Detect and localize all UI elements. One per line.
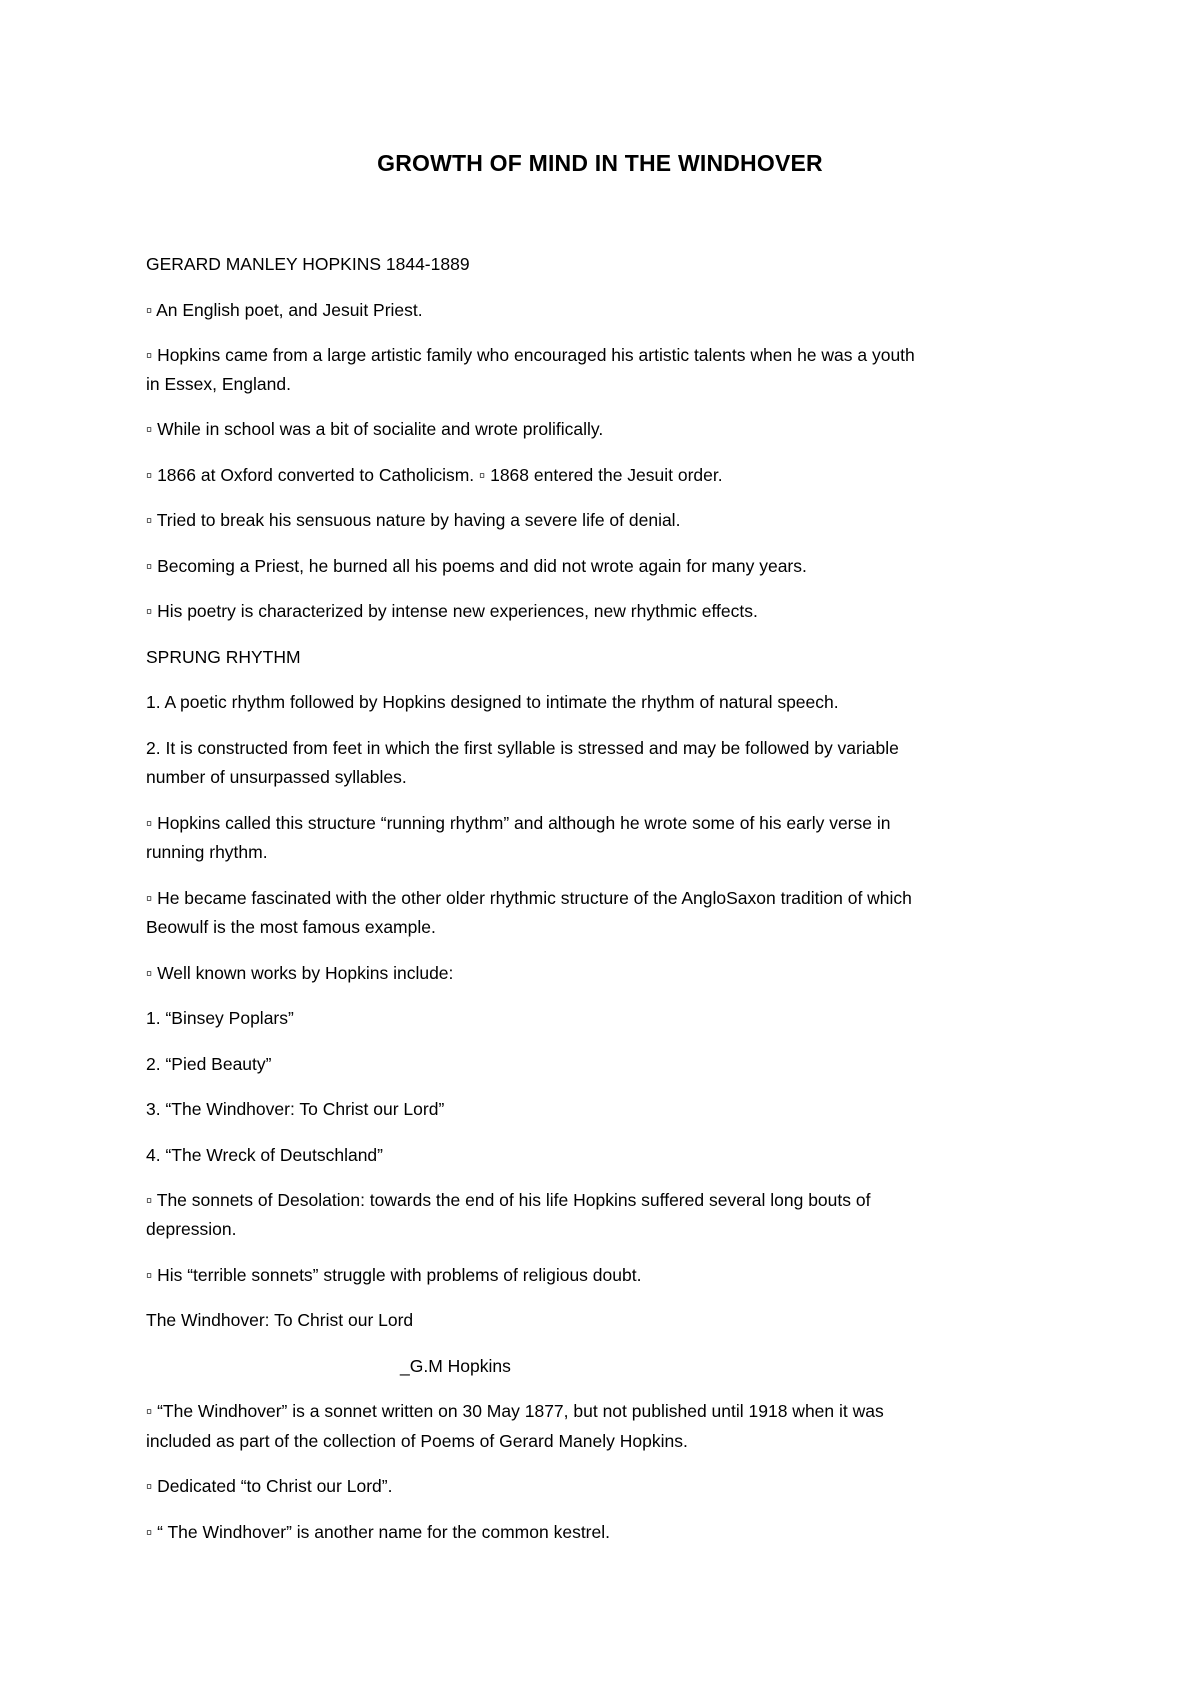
desolation-line-1-cont: depression.: [146, 1219, 237, 1239]
document-title: GROWTH OF MIND IN THE WINDHOVER: [377, 150, 823, 176]
windhover-line-3: ▫ “ The Windhover” is another name for the common kestrel.: [146, 1522, 610, 1542]
bio-line-7: ▫ His poetry is characterized by intense new experiences, new rhythmic effects.: [146, 601, 758, 621]
poem-title: The Windhover: To Christ our Lord: [146, 1310, 414, 1330]
sprung-line-3: ▫ Hopkins called this structure “running rhythm” and although he wrote some of his early verse in: [146, 813, 891, 833]
sprung-heading: SPRUNG RHYTHM: [146, 647, 301, 667]
bio-line-5: ▫ Tried to break his sensuous nature by having a severe life of denial.: [146, 510, 681, 530]
sprung-line-4-cont: Beowulf is the most famous example.: [146, 917, 436, 937]
sprung-line-1: 1. A poetic rhythm followed by Hopkins designed to intimate the rhythm of natural speech.: [146, 692, 839, 712]
bio-line-4: ▫ 1866 at Oxford converted to Catholicism. ▫ 1868 entered the Jesuit order.: [146, 465, 723, 485]
desolation-line-2: ▫ His “terrible sonnets” struggle with problems of religious doubt.: [146, 1265, 642, 1285]
windhover-line-2: ▫ Dedicated “to Christ our Lord”.: [146, 1476, 393, 1496]
sprung-line-2-cont: number of unsurpassed syllables.: [146, 767, 407, 787]
desolation-line-1: ▫ The sonnets of Desolation: towards the end of his life Hopkins suffered several long bouts of: [146, 1190, 871, 1210]
sprung-line-3-cont: running rhythm.: [146, 842, 268, 862]
bio-line-3: ▫ While in school was a bit of socialite and wrote prolifically.: [146, 419, 604, 439]
work-item-3: 3. “The Windhover: To Christ our Lord”: [146, 1099, 445, 1119]
windhover-line-1: ▫ “The Windhover” is a sonnet written on 30 May 1877, but not published until 1918 when it was: [146, 1401, 884, 1421]
sprung-line-5: ▫ Well known works by Hopkins include:: [146, 963, 454, 983]
bio-line-1: ▫ An English poet, and Jesuit Priest.: [146, 300, 423, 320]
bio-line-2: ▫ Hopkins came from a large artistic family who encouraged his artistic talents when he was a youth: [146, 345, 915, 365]
author-heading: GERARD MANLEY HOPKINS 1844-1889: [146, 254, 470, 274]
sprung-line-2: 2. It is constructed from feet in which the first syllable is stressed and may be followed by variable: [146, 738, 899, 758]
bio-line-6: ▫ Becoming a Priest, he burned all his poems and did not wrote again for many years.: [146, 556, 807, 576]
windhover-line-1-cont: included as part of the collection of Poems of Gerard Manely Hopkins.: [146, 1431, 688, 1451]
work-item-4: 4. “The Wreck of Deutschland”: [146, 1145, 383, 1165]
sprung-line-4: ▫ He became fascinated with the other older rhythmic structure of the AngloSaxon tradition of which: [146, 888, 912, 908]
poem-author: _G.M Hopkins: [400, 1356, 511, 1376]
work-item-2: 2. “Pied Beauty”: [146, 1054, 272, 1074]
bio-line-2-cont: in Essex, England.: [146, 374, 291, 394]
work-item-1: 1. “Binsey Poplars”: [146, 1008, 294, 1028]
